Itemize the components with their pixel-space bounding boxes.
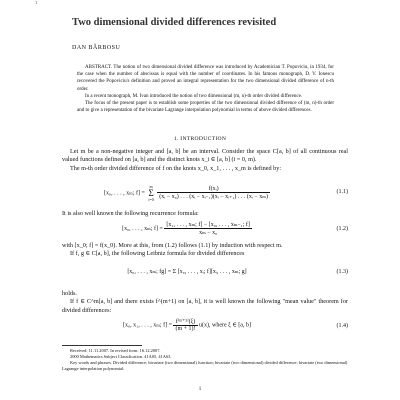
body-paragraph-4: with [x_0; f] = f(x_0). More at this, from (1.2) follows (1.1) by induction with respect m.	[62, 242, 283, 249]
body-paragraph-6: holds.	[62, 290, 77, 297]
body-paragraph-3: It is also well known the following recurrence formula:	[62, 210, 199, 217]
abstract	[77, 64, 334, 114]
equation-1-1	[62, 184, 348, 200]
abstract-label: ABSTRACT.	[85, 65, 112, 70]
eq1-numerator: f(xᵢ)	[157, 186, 270, 193]
footnote-keywords: Key words and phrases. Divided difference; bivariate (two dimensional) function; bivariate (two dimensional) divided difference; bivariate (two dimensional) Lagrange interpolation polynomial.	[62, 360, 348, 371]
paper-title: Two dimensional divided differences revisited	[72, 17, 277, 28]
body-block-3	[62, 242, 348, 259]
running-head: 1	[35, 0, 38, 5]
eq1-sum-sign: Σ	[148, 188, 154, 198]
body-paragraph-2: The m-th order divided difference of f on the knots x_0, x_1, . . . , x_m is defined by:	[70, 164, 282, 172]
eq2-label: (1.2)	[336, 226, 348, 232]
abstract-paragraph-1	[77, 64, 334, 93]
equation-1-4	[62, 318, 348, 334]
eq4-denominator: (m + 1)!	[175, 326, 196, 332]
eq2-denominator: xₘ − x₀	[199, 230, 218, 236]
eq1-denominator: (xᵢ − x₀) . . . (xᵢ − xᵢ₋₁)(xᵢ − xᵢ₊₁) . . . (xᵢ − xₘ)	[159, 194, 268, 200]
eq4-numerator: f⁽ᵐ⁺¹⁾(ξ)	[173, 318, 197, 326]
eq2-numerator: [x₁, . . . , xₘ; f] − [x₀, . . . , xₘ₋₁; f]	[166, 222, 250, 228]
section-heading: 1. INTRODUCTION	[173, 136, 227, 142]
eq1-lhs: [x₀, . . . , xₘ; f] =	[104, 190, 145, 197]
eq2-lhs: [x₀, . . . , xₘ; f] =	[122, 225, 163, 232]
body-block-2	[62, 210, 348, 218]
eq4-rhs: u(x), where ξ ∈ [a, b]	[199, 322, 251, 329]
body-block-1	[62, 148, 348, 173]
abstract-paragraph-3: The focus of the present paper is to establish some properties of the two dimensional divided difference of (m, n)-th order and to give a representation of the bivariate Lagrange interpolation polynomial in terms of above divided differences.	[77, 101, 334, 114]
eq4-label: (1.4)	[336, 323, 348, 329]
body-paragraph-5: If f, g ∈ C[a, b], the following Leibniz formula for divided differences	[70, 250, 245, 258]
footnotes	[62, 348, 348, 372]
body-paragraph-1: Let m be a non-negative integer and [a, b] be an interval. Consider the space C[a, b] of all continuous real valued functions defined on [a, b] and the distinct knots x_i ∈ [a, b] (i = 0, m).	[62, 148, 348, 164]
eq1-sum-top: m	[149, 184, 153, 189]
eq4-lhs: [x₀, x₁, . . . , xₘ; f] =	[123, 322, 172, 329]
abstract-text-1: The notion of two dimensional divided difference was introduced by Academician T. Popoviciu, in 1934, for the case when the number of abscissas is equal with the number of coordinates. In his famous monograph, D. V. Ionescu recovered the Popoviciu's definition and proved an integral representation for the two dimensional divided difference of n-th order.	[77, 65, 334, 92]
eq3-label: (1.3)	[336, 269, 348, 275]
page-number: 1	[198, 387, 202, 392]
eq1-sum-bottom: i=0	[148, 197, 154, 202]
eq1-label: (1.1)	[336, 189, 348, 195]
body-block-4	[62, 290, 348, 315]
equation-1-3	[62, 268, 348, 284]
author-name: DAN BĂRBOSU	[72, 45, 121, 51]
footnote-msc: 2000 Mathematics Subject Classification. 41A05, 41A63.	[70, 354, 172, 359]
body-paragraph-7: If f ∈ C^m[a, b] and there exists f^(m+1) on [a, b], it is well known the following "mean value" theorem for divided differences:	[62, 298, 348, 314]
footnote-received: Received: 11.11.2007. In revised form: 16.12.2007.	[70, 348, 161, 353]
equation-1-2	[62, 221, 348, 237]
abstract-paragraph-2: In a recent monograph, M. Ivan introduced the notion of two dimensional (m, n)-th order divided difference.	[85, 93, 303, 99]
footnote-divider	[62, 345, 142, 346]
eq3-text: [x₀, . . . , xₘ; fg] = Σ [x₀, . . . , xᵢ; f][xᵢ, . . . , xₘ; g]	[127, 269, 247, 275]
